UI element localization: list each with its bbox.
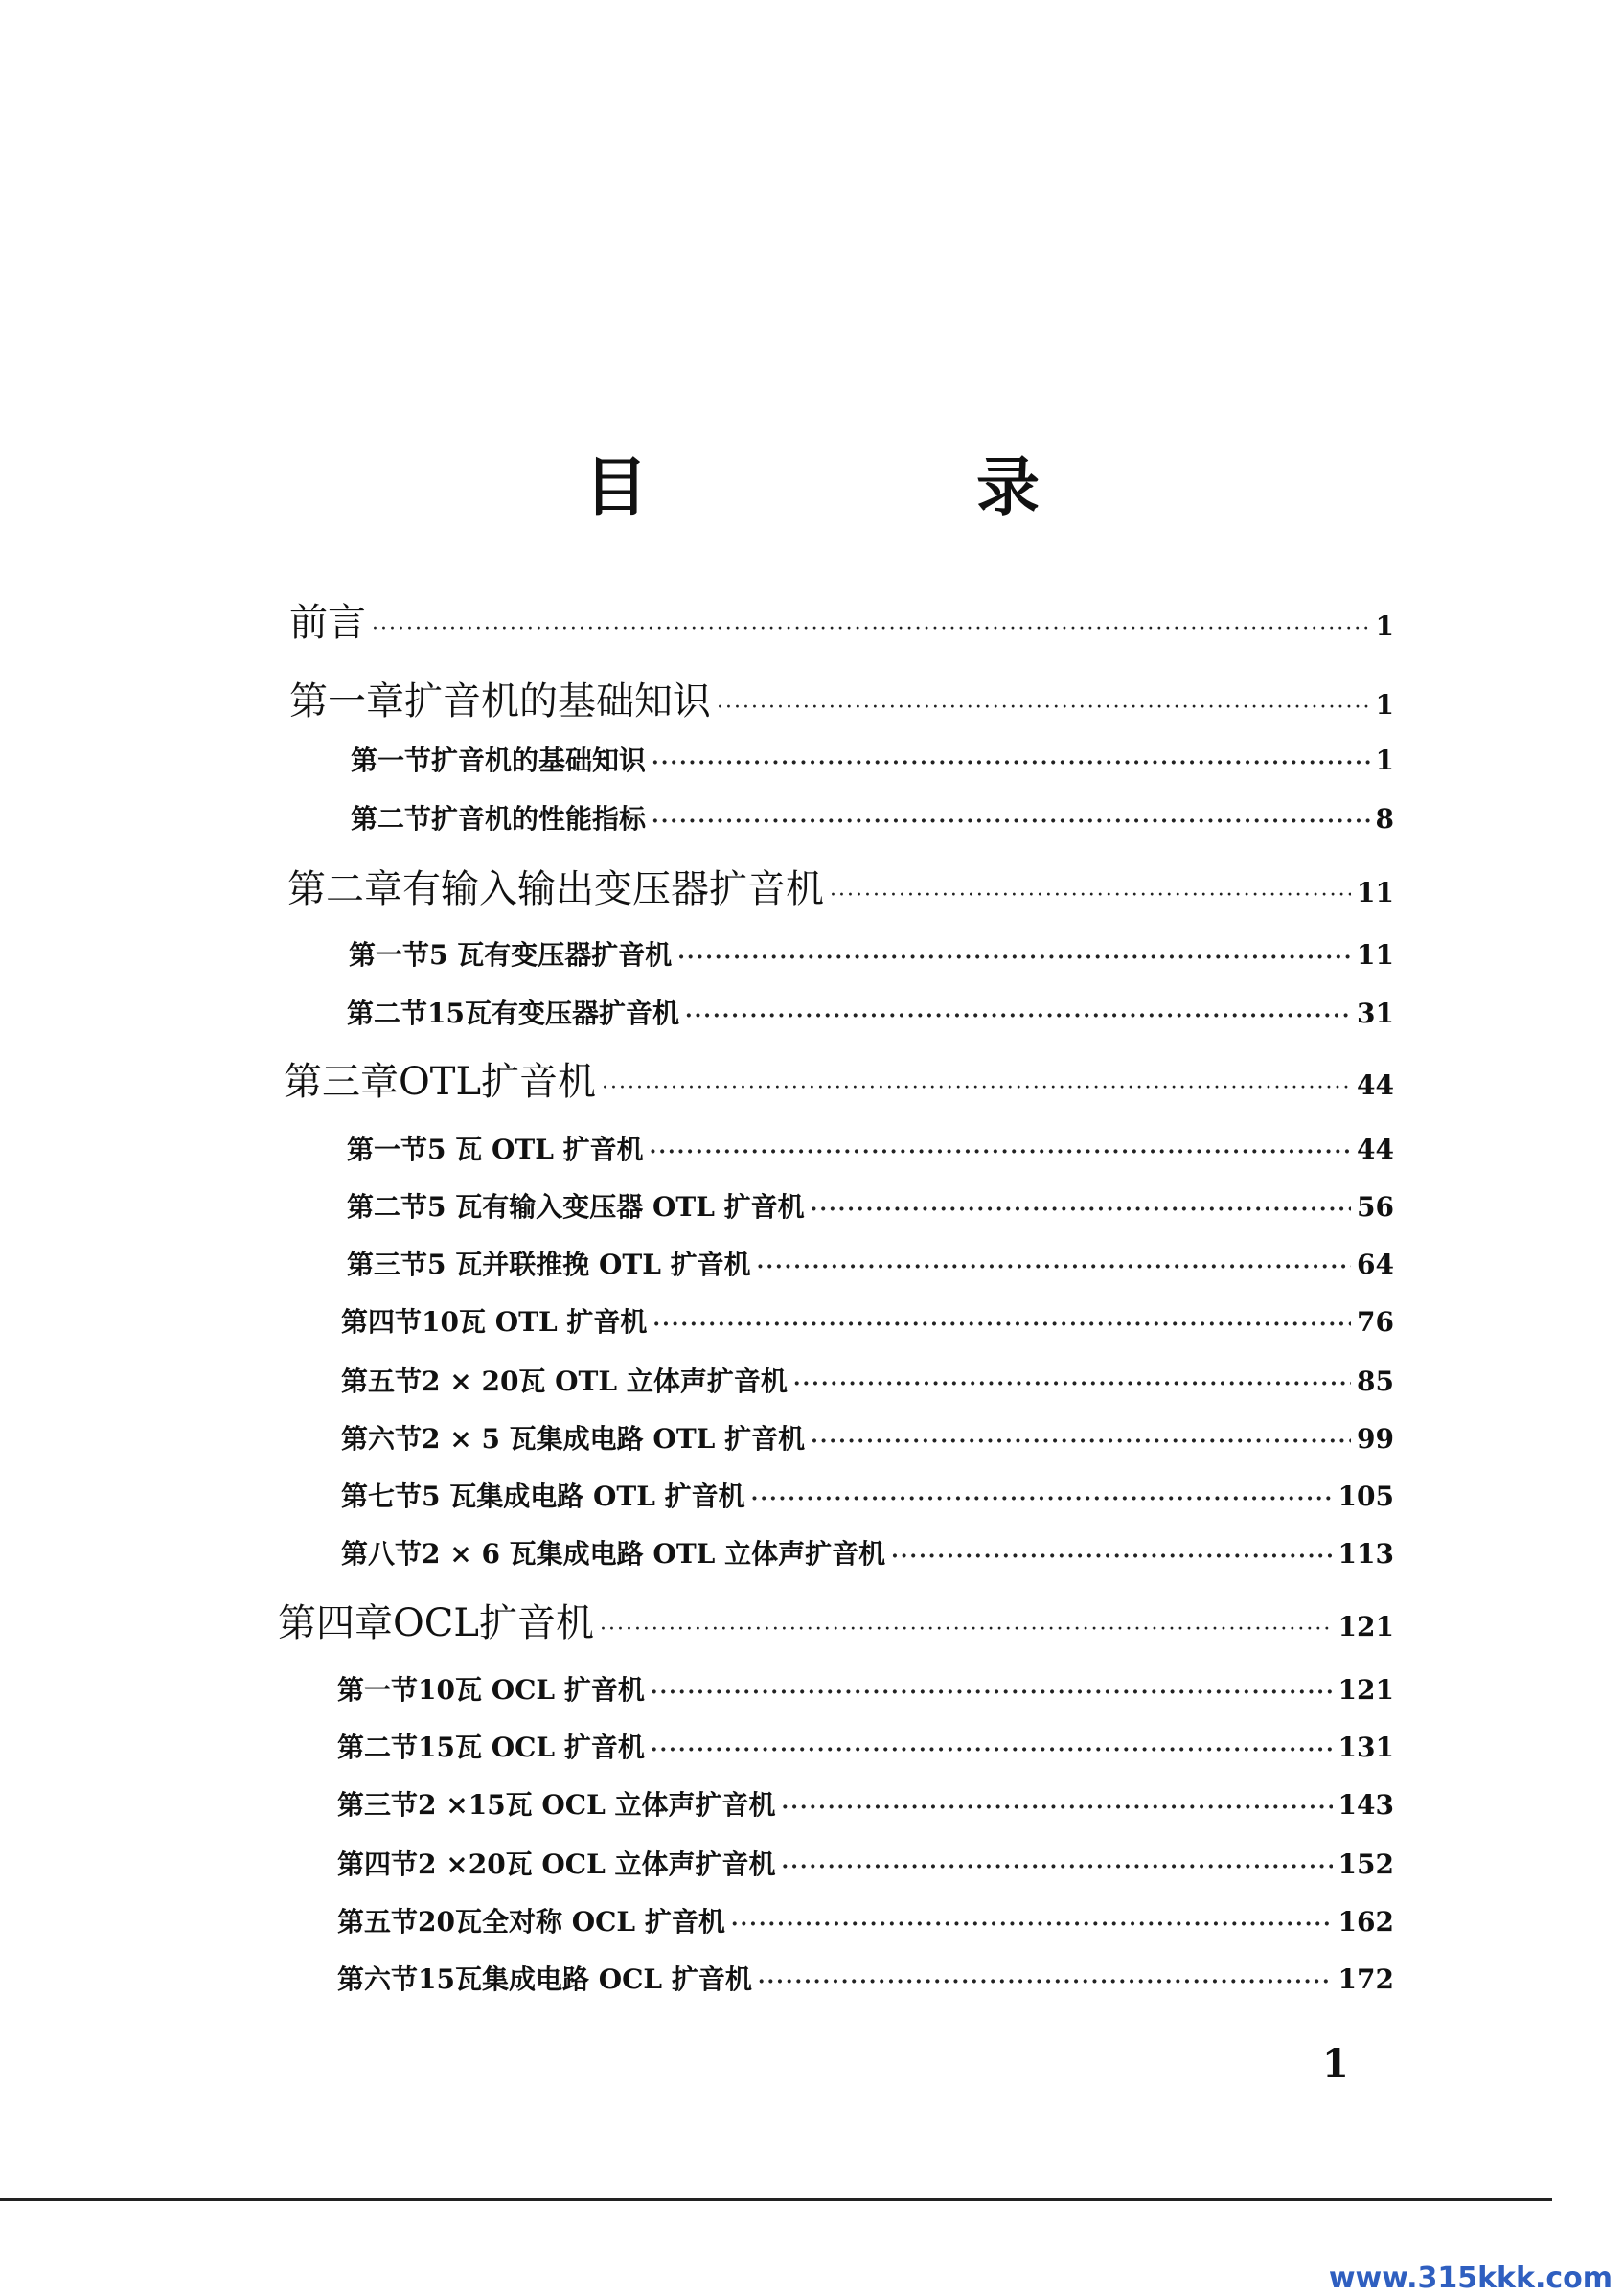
entry-page-number: 76 bbox=[1357, 1306, 1394, 1338]
entry-number: 第七节 bbox=[341, 1481, 423, 1512]
entry-page-number: 31 bbox=[1357, 998, 1394, 1029]
entry-page-number: 143 bbox=[1338, 1789, 1394, 1821]
entry-title: OTL扩音机 bbox=[399, 1060, 597, 1104]
entry-title: 前言 bbox=[289, 601, 366, 645]
entry-number: 第四节 bbox=[341, 1306, 423, 1338]
entry-title: 扩音机的基础知识 bbox=[431, 745, 647, 776]
dot-leader bbox=[758, 1969, 1333, 1994]
toc-section-entry bbox=[347, 993, 1394, 1031]
entry-page-number: 131 bbox=[1338, 1732, 1394, 1763]
entry-title: 20瓦全对称 OCL 扩音机 bbox=[418, 1906, 725, 1938]
entry-number: 第二节 bbox=[351, 803, 432, 835]
entry-number: 第一节 bbox=[349, 939, 430, 971]
dot-leader bbox=[731, 1912, 1333, 1937]
toc-chapter-entry bbox=[284, 1051, 1394, 1106]
entry-number: 第二节 bbox=[347, 1191, 428, 1223]
entry-number: 第三章 bbox=[284, 1060, 399, 1104]
entry-page-number: 44 bbox=[1357, 1069, 1394, 1101]
entry-page-number: 1 bbox=[1375, 745, 1394, 776]
entry-title: 5 瓦 OTL 扩音机 bbox=[427, 1134, 644, 1165]
entry-number: 第六节 bbox=[337, 1963, 419, 1995]
entry-number: 第五节 bbox=[337, 1906, 419, 1938]
toc-chapter-entry bbox=[289, 671, 1394, 725]
entry-page-number: 121 bbox=[1338, 1674, 1394, 1706]
toc-section-entry bbox=[337, 1959, 1394, 1997]
entry-page-number: 44 bbox=[1357, 1134, 1394, 1165]
toc-section-entry bbox=[341, 1418, 1394, 1457]
toc-section-entry bbox=[347, 1186, 1394, 1225]
toc-section-entry bbox=[347, 1244, 1394, 1282]
entry-title: 2 ×20瓦 OCL 立体声扩音机 bbox=[418, 1848, 776, 1880]
entry-title: 2 × 5 瓦集成电路 OTL 扩音机 bbox=[422, 1423, 806, 1455]
entry-page-number: 11 bbox=[1357, 939, 1394, 971]
entry-title: 5 瓦有变压器扩音机 bbox=[429, 939, 673, 971]
toc-section-entry bbox=[337, 1784, 1394, 1823]
entry-title: 15瓦集成电路 OCL 扩音机 bbox=[418, 1963, 752, 1995]
dot-leader bbox=[651, 1680, 1333, 1705]
dot-leader bbox=[650, 1139, 1351, 1164]
dot-leader bbox=[372, 617, 1370, 641]
entry-number: 第四章 bbox=[278, 1601, 393, 1645]
entry-number: 第二节 bbox=[337, 1732, 419, 1763]
entry-page-number: 113 bbox=[1338, 1538, 1394, 1570]
entry-number: 第一节 bbox=[347, 1134, 428, 1165]
entry-page-number: 105 bbox=[1338, 1481, 1394, 1512]
entry-title: 15瓦 OCL 扩音机 bbox=[418, 1732, 645, 1763]
entry-number: 第一节 bbox=[337, 1674, 419, 1706]
entry-number: 第三节 bbox=[347, 1249, 428, 1280]
toc-section-entry bbox=[341, 1361, 1394, 1399]
toc-section-entry bbox=[337, 1727, 1394, 1765]
entry-title: 5 瓦集成电路 OTL 扩音机 bbox=[422, 1481, 745, 1512]
entry-number: 第八节 bbox=[341, 1538, 423, 1570]
entry-page-number: 99 bbox=[1357, 1423, 1394, 1455]
dot-leader bbox=[891, 1544, 1332, 1569]
toc-section-entry bbox=[337, 1669, 1394, 1708]
toc-chapter-entry bbox=[278, 1593, 1394, 1647]
toc-section-entry bbox=[337, 1901, 1394, 1940]
entry-title: 2 × 6 瓦集成电路 OTL 立体声扩音机 bbox=[422, 1538, 886, 1570]
entry-page-number: 8 bbox=[1375, 803, 1394, 835]
entry-title: 扩音机的性能指标 bbox=[431, 803, 647, 835]
toc-section-entry bbox=[341, 1533, 1394, 1572]
entry-page-number: 64 bbox=[1357, 1249, 1394, 1280]
toc-section-entry bbox=[337, 1844, 1394, 1882]
dot-leader bbox=[677, 945, 1351, 970]
entry-title: OCL扩音机 bbox=[393, 1601, 594, 1645]
dot-leader bbox=[811, 1197, 1351, 1222]
dot-leader bbox=[652, 1312, 1351, 1337]
dot-leader bbox=[600, 1618, 1333, 1642]
entry-title: 2 ×15瓦 OCL 立体声扩音机 bbox=[418, 1789, 776, 1821]
entry-page-number: 1 bbox=[1375, 610, 1394, 642]
toc-chapter-entry bbox=[289, 592, 1394, 647]
dot-leader bbox=[685, 1003, 1351, 1028]
page-title: 目 录 bbox=[584, 449, 1193, 524]
dot-leader bbox=[811, 1429, 1351, 1454]
entry-number: 第二节 bbox=[347, 998, 428, 1029]
dot-leader bbox=[651, 1737, 1333, 1762]
dot-leader bbox=[782, 1795, 1333, 1820]
dot-leader bbox=[717, 696, 1370, 720]
page-number: 1 bbox=[1322, 2041, 1349, 2086]
toc-section-entry bbox=[347, 1129, 1394, 1167]
entry-page-number: 11 bbox=[1357, 877, 1394, 908]
entry-page-number: 152 bbox=[1338, 1848, 1394, 1880]
entry-title: 10瓦 OTL 扩音机 bbox=[422, 1306, 648, 1338]
dot-leader bbox=[793, 1371, 1351, 1396]
entry-title: 2 × 20瓦 OTL 立体声扩音机 bbox=[422, 1366, 788, 1397]
dot-leader bbox=[757, 1254, 1351, 1279]
toc-section-entry bbox=[349, 934, 1394, 973]
entry-number: 第二章 bbox=[287, 867, 402, 911]
entry-number: 第一节 bbox=[351, 745, 432, 776]
entry-title: 有输入输出变压器扩音机 bbox=[402, 867, 824, 911]
dot-leader bbox=[652, 809, 1369, 834]
toc-section-entry bbox=[351, 798, 1394, 837]
entry-page-number: 172 bbox=[1338, 1963, 1394, 1995]
dot-leader bbox=[652, 750, 1369, 775]
entry-title: 扩音机的基础知识 bbox=[404, 679, 711, 723]
dot-leader bbox=[830, 884, 1351, 907]
entry-number: 第四节 bbox=[337, 1848, 419, 1880]
entry-title: 15瓦有变压器扩音机 bbox=[427, 998, 679, 1029]
toc-section-entry bbox=[341, 1301, 1394, 1340]
dot-leader bbox=[602, 1076, 1351, 1100]
entry-page-number: 121 bbox=[1338, 1611, 1394, 1642]
dot-leader bbox=[782, 1854, 1333, 1879]
entry-number: 第五节 bbox=[341, 1366, 423, 1397]
watermark: www.315kkk.com bbox=[1328, 2262, 1613, 2295]
bottom-rule bbox=[0, 2198, 1552, 2201]
entry-number: 第六节 bbox=[341, 1423, 423, 1455]
entry-title: 10瓦 OCL 扩音机 bbox=[418, 1674, 645, 1706]
entry-number: 第三节 bbox=[337, 1789, 419, 1821]
entry-title: 5 瓦并联推挽 OTL 扩音机 bbox=[427, 1249, 751, 1280]
entry-title: 5 瓦有输入变压器 OTL 扩音机 bbox=[427, 1191, 805, 1223]
entry-page-number: 162 bbox=[1338, 1906, 1394, 1938]
entry-page-number: 1 bbox=[1375, 689, 1394, 721]
entry-page-number: 56 bbox=[1357, 1191, 1394, 1223]
toc-chapter-entry bbox=[287, 859, 1394, 913]
dot-leader bbox=[751, 1486, 1333, 1511]
toc-section-entry bbox=[351, 740, 1394, 778]
toc-section-entry bbox=[341, 1476, 1394, 1514]
entry-number: 第一章 bbox=[289, 679, 404, 723]
entry-page-number: 85 bbox=[1357, 1366, 1394, 1397]
